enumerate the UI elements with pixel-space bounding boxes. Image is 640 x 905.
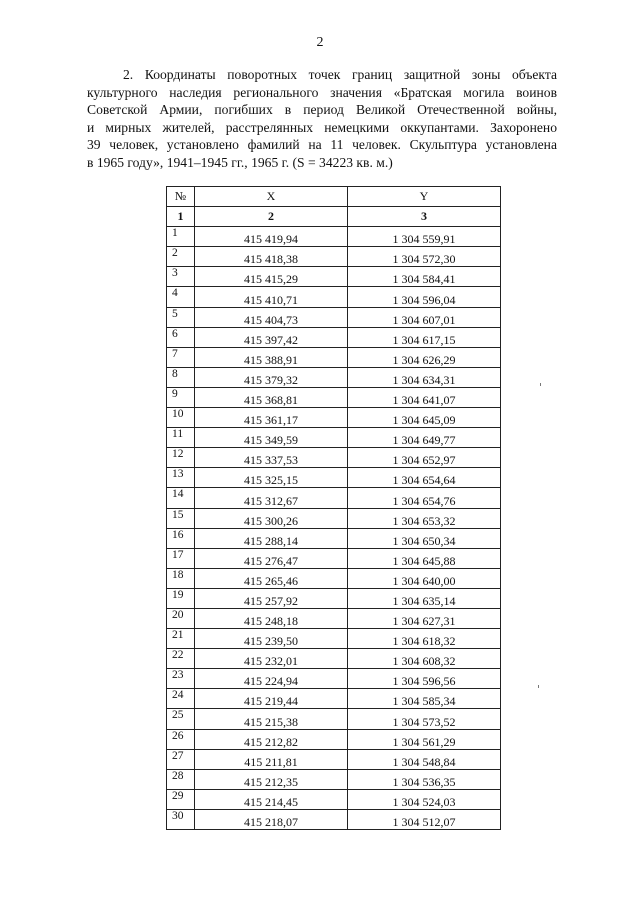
y-coordinate-cell: 1 304 573,52	[348, 709, 501, 729]
point-number-cell: 4	[167, 287, 195, 307]
y-coordinate-cell: 1 304 584,41	[348, 267, 501, 287]
intro-line: в 1965 году», 1941–1945 гг., 1965 г. (S = 34223 кв. м.)	[87, 154, 393, 170]
point-number-cell: 9	[167, 387, 195, 407]
y-coordinate-cell: 1 304 645,09	[348, 408, 501, 428]
y-coordinate-cell: 1 304 654,64	[348, 468, 501, 488]
intro-paragraph	[87, 66, 557, 172]
y-coordinate-cell: 1 304 654,76	[348, 488, 501, 508]
table-row	[167, 367, 501, 387]
page-number: 2	[316, 35, 324, 50]
y-coordinate-cell: 1 304 617,15	[348, 327, 501, 347]
table-row	[167, 408, 501, 428]
point-number-cell: 7	[167, 347, 195, 367]
table-row	[167, 267, 501, 287]
point-number-cell: 19	[167, 588, 195, 608]
y-coordinate-cell: 1 304 585,34	[348, 689, 501, 709]
x-coordinate-cell: 415 265,46	[195, 568, 348, 588]
y-coordinate-cell: 1 304 618,32	[348, 629, 501, 649]
x-coordinate-cell: 415 239,50	[195, 629, 348, 649]
y-coordinate-cell: 1 304 524,03	[348, 789, 501, 809]
x-coordinate-cell: 415 257,92	[195, 588, 348, 608]
table-index-row	[167, 207, 501, 227]
point-number-cell: 5	[167, 307, 195, 327]
table-body	[167, 227, 501, 830]
y-coordinate-cell: 1 304 649,77	[348, 428, 501, 448]
x-coordinate-cell: 415 418,38	[195, 247, 348, 267]
table-row	[167, 227, 501, 247]
x-coordinate-cell: 415 312,67	[195, 488, 348, 508]
point-number-cell: 15	[167, 508, 195, 528]
point-number-cell: 18	[167, 568, 195, 588]
point-number-cell: 22	[167, 649, 195, 669]
index-cell: 3	[348, 207, 501, 227]
header-y: Y	[348, 187, 501, 207]
table-row	[167, 709, 501, 729]
y-coordinate-cell: 1 304 652,97	[348, 448, 501, 468]
table-row	[167, 287, 501, 307]
x-coordinate-cell: 415 419,94	[195, 227, 348, 247]
point-number-cell: 29	[167, 789, 195, 809]
point-number-cell: 28	[167, 769, 195, 789]
header-x: X	[195, 187, 348, 207]
x-coordinate-cell: 415 404,73	[195, 307, 348, 327]
point-number-cell: 21	[167, 629, 195, 649]
header-number: №	[167, 187, 195, 207]
x-coordinate-cell: 415 211,81	[195, 749, 348, 769]
y-coordinate-cell: 1 304 640,00	[348, 568, 501, 588]
table-row	[167, 769, 501, 789]
table-row	[167, 428, 501, 448]
table-row	[167, 528, 501, 548]
x-coordinate-cell: 415 214,45	[195, 789, 348, 809]
y-coordinate-cell: 1 304 653,32	[348, 508, 501, 528]
table-row	[167, 488, 501, 508]
table-row	[167, 669, 501, 689]
table-row	[167, 789, 501, 809]
y-coordinate-cell: 1 304 645,88	[348, 548, 501, 568]
point-number-cell: 3	[167, 267, 195, 287]
x-coordinate-cell: 415 388,91	[195, 347, 348, 367]
table-row	[167, 448, 501, 468]
point-number-cell: 14	[167, 488, 195, 508]
y-coordinate-cell: 1 304 572,30	[348, 247, 501, 267]
table-row	[167, 247, 501, 267]
point-number-cell: 16	[167, 528, 195, 548]
x-coordinate-cell: 415 212,82	[195, 729, 348, 749]
x-coordinate-cell: 415 248,18	[195, 608, 348, 628]
y-coordinate-cell: 1 304 596,04	[348, 287, 501, 307]
table-row	[167, 548, 501, 568]
x-coordinate-cell: 415 349,59	[195, 428, 348, 448]
point-number-cell: 11	[167, 428, 195, 448]
intro-line: 39 человек, установлено фамилий на 11 человек. Скульптура установлена	[87, 137, 557, 153]
table-row	[167, 387, 501, 407]
index-cell: 2	[195, 207, 348, 227]
x-coordinate-cell: 415 219,44	[195, 689, 348, 709]
table-row	[167, 307, 501, 327]
point-number-cell: 12	[167, 448, 195, 468]
x-coordinate-cell: 415 410,71	[195, 287, 348, 307]
intro-line: 2. Координаты поворотных точек границ защитной зоны объекта	[123, 67, 557, 82]
point-number-cell: 20	[167, 608, 195, 628]
x-coordinate-cell: 415 368,81	[195, 387, 348, 407]
y-coordinate-cell: 1 304 561,29	[348, 729, 501, 749]
x-coordinate-cell: 415 379,32	[195, 367, 348, 387]
x-coordinate-cell: 415 288,14	[195, 528, 348, 548]
table-row	[167, 729, 501, 749]
y-coordinate-cell: 1 304 634,31	[348, 367, 501, 387]
x-coordinate-cell: 415 300,26	[195, 508, 348, 528]
coordinates-table	[166, 186, 501, 830]
table-row	[167, 347, 501, 367]
point-number-cell: 2	[167, 247, 195, 267]
table-row	[167, 649, 501, 669]
table-header-row	[167, 187, 501, 207]
scan-speck	[538, 685, 539, 688]
y-coordinate-cell: 1 304 627,31	[348, 608, 501, 628]
index-cell: 1	[167, 207, 195, 227]
table-row	[167, 809, 501, 829]
y-coordinate-cell: 1 304 559,91	[348, 227, 501, 247]
table-row	[167, 689, 501, 709]
point-number-cell: 1	[167, 227, 195, 247]
x-coordinate-cell: 415 337,53	[195, 448, 348, 468]
x-coordinate-cell: 415 215,38	[195, 709, 348, 729]
point-number-cell: 6	[167, 327, 195, 347]
intro-line: культурного наследия регионального значения «Братская могила воинов	[87, 84, 557, 100]
x-coordinate-cell: 415 325,15	[195, 468, 348, 488]
y-coordinate-cell: 1 304 548,84	[348, 749, 501, 769]
x-coordinate-cell: 415 276,47	[195, 548, 348, 568]
y-coordinate-cell: 1 304 608,32	[348, 649, 501, 669]
y-coordinate-cell: 1 304 650,34	[348, 528, 501, 548]
table-row	[167, 608, 501, 628]
y-coordinate-cell: 1 304 536,35	[348, 769, 501, 789]
y-coordinate-cell: 1 304 596,56	[348, 669, 501, 689]
y-coordinate-cell: 1 304 641,07	[348, 387, 501, 407]
table-row	[167, 508, 501, 528]
table-row	[167, 588, 501, 608]
point-number-cell: 25	[167, 709, 195, 729]
x-coordinate-cell: 415 415,29	[195, 267, 348, 287]
x-coordinate-cell: 415 397,42	[195, 327, 348, 347]
point-number-cell: 17	[167, 548, 195, 568]
point-number-cell: 27	[167, 749, 195, 769]
table-row	[167, 749, 501, 769]
y-coordinate-cell: 1 304 512,07	[348, 809, 501, 829]
point-number-cell: 30	[167, 809, 195, 829]
y-coordinate-cell: 1 304 607,01	[348, 307, 501, 327]
table-head	[167, 187, 501, 227]
table-row	[167, 568, 501, 588]
x-coordinate-cell: 415 218,07	[195, 809, 348, 829]
point-number-cell: 26	[167, 729, 195, 749]
point-number-cell: 24	[167, 689, 195, 709]
x-coordinate-cell: 415 232,01	[195, 649, 348, 669]
x-coordinate-cell: 415 224,94	[195, 669, 348, 689]
x-coordinate-cell: 415 361,17	[195, 408, 348, 428]
table-row	[167, 327, 501, 347]
intro-line: Советской Армии, погибших в период Великой Отечественной войны,	[87, 102, 557, 118]
x-coordinate-cell: 415 212,35	[195, 769, 348, 789]
scan-speck	[540, 383, 541, 386]
point-number-cell: 23	[167, 669, 195, 689]
point-number-cell: 10	[167, 408, 195, 428]
table-row	[167, 468, 501, 488]
y-coordinate-cell: 1 304 626,29	[348, 347, 501, 367]
table-row	[167, 629, 501, 649]
point-number-cell: 13	[167, 468, 195, 488]
point-number-cell: 8	[167, 367, 195, 387]
intro-line: и мирных жителей, расстрелянных немецкими оккупантами. Захоронено	[87, 119, 557, 135]
y-coordinate-cell: 1 304 635,14	[348, 588, 501, 608]
